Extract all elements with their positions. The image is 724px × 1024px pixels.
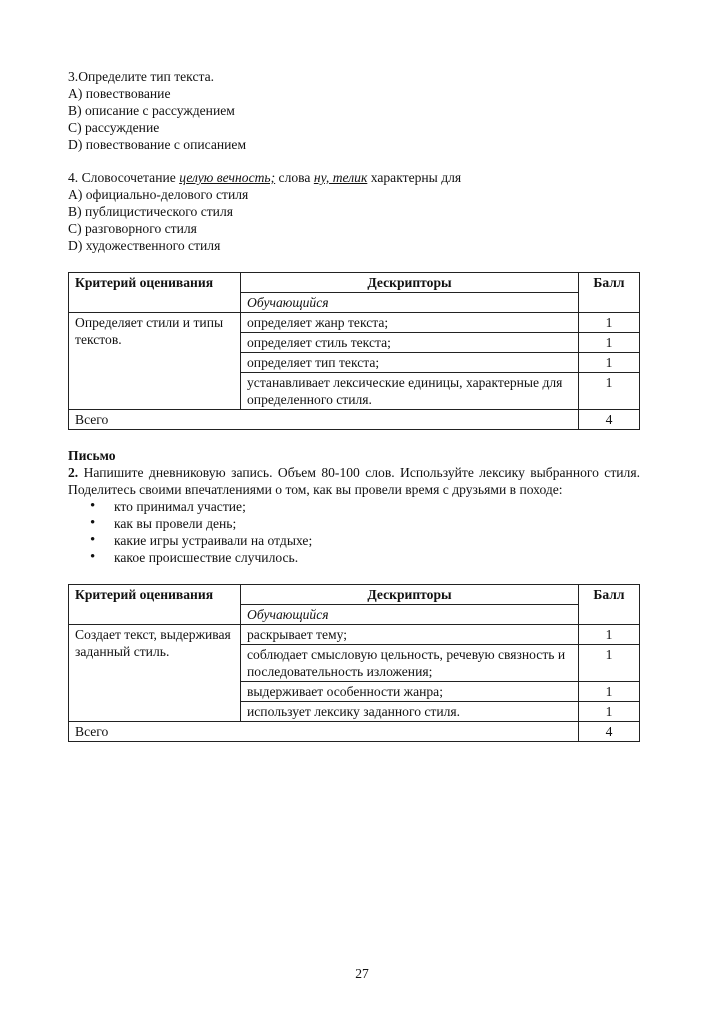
list-item: • как вы провели день;: [90, 515, 640, 532]
question-4: [68, 169, 640, 254]
descriptor-cell: определяет жанр текста;: [241, 313, 579, 333]
total-score: 4: [579, 722, 640, 742]
question-4-option: A) официально-делового стиля: [68, 187, 249, 202]
total-row: [69, 410, 640, 430]
writing-section: [68, 447, 640, 566]
question-4-phrase: целую вечность;: [179, 170, 276, 185]
page-number: 27: [355, 966, 369, 981]
criterion-cell: Создает текст, выдерживая заданный стиль.: [69, 625, 241, 722]
score-cell: 1: [579, 682, 640, 702]
question-4-suffix: характерны для: [367, 170, 462, 185]
descriptor-cell: определяет стиль текста;: [241, 333, 579, 353]
document-page: [68, 68, 640, 742]
question-4-prefix: 4. Словосочетание: [68, 170, 180, 185]
total-score: 4: [579, 410, 640, 430]
score-cell: 1: [579, 313, 640, 333]
score-cell: 1: [579, 625, 640, 645]
score-header: Балл: [579, 585, 640, 625]
question-3-option: B) описание с рассуждением: [68, 103, 235, 118]
score-cell: 1: [579, 333, 640, 353]
student-subheader: Обучающийся: [241, 293, 579, 313]
descriptors-header: Дескрипторы: [241, 585, 579, 605]
question-3-option: A) повествование: [68, 86, 171, 101]
descriptor-cell: выдерживает особенности жанра;: [241, 682, 579, 702]
descriptor-cell: соблюдает смысловую цельность, речевую связность и последовательность изложения;: [241, 645, 579, 682]
descriptor-cell: использует лексику заданного стиля.: [241, 702, 579, 722]
bullet-list: [68, 498, 640, 566]
question-3-option: D) повествование с описанием: [68, 137, 247, 152]
score-cell: 1: [579, 353, 640, 373]
list-item: • какие игры устраивали на отдыхе;: [90, 532, 640, 549]
criteria-table-1: [68, 272, 640, 430]
question-4-option: C) разговорного стиля: [68, 221, 197, 236]
question-3: [68, 68, 640, 153]
score-cell: 1: [579, 645, 640, 682]
writing-task: [68, 464, 640, 498]
total-label: Всего: [69, 722, 579, 742]
descriptors-header: Дескрипторы: [241, 273, 579, 293]
score-cell: 1: [579, 702, 640, 722]
section-heading: Письмо: [68, 448, 116, 463]
descriptor-cell: определяет тип текста;: [241, 353, 579, 373]
score-cell: 1: [579, 373, 640, 410]
list-item: • кто принимал участие;: [90, 498, 640, 515]
criterion-header: Критерий оценивания: [69, 273, 241, 313]
criterion-cell: Определяет стили и типы текстов.: [69, 313, 241, 410]
table-row: [69, 625, 640, 645]
score-header: Балл: [579, 273, 640, 313]
question-3-title: 3.Определите тип текста.: [68, 69, 215, 84]
question-3-option: C) рассуждение: [68, 120, 160, 135]
question-4-option: D) художественного стиля: [68, 238, 221, 253]
list-item: • какое происшествие случилось.: [90, 549, 640, 566]
descriptor-cell: устанавливает лексические единицы, характерные для определенного стиля.: [241, 373, 579, 410]
criteria-table-2: [68, 584, 640, 742]
question-4-title: [68, 169, 640, 186]
task-text: Напишите дневниковую запись. Объем 80-100 слов. Используйте лексику выбранного стиля. Поделитесь своими впечатлениями о том, как вы провели время с друзьями в походе:: [68, 465, 640, 497]
task-number: 2.: [68, 465, 79, 480]
student-subheader: Обучающийся: [241, 605, 579, 625]
total-label: Всего: [69, 410, 579, 430]
descriptor-cell: раскрывает тему;: [241, 625, 579, 645]
total-row: [69, 722, 640, 742]
table-row: [69, 313, 640, 333]
question-4-phrase: ну, телик: [313, 170, 368, 185]
question-4-middle: слова: [275, 170, 314, 185]
question-4-option: B) публицистического стиля: [68, 204, 233, 219]
criterion-header: Критерий оценивания: [69, 585, 241, 625]
